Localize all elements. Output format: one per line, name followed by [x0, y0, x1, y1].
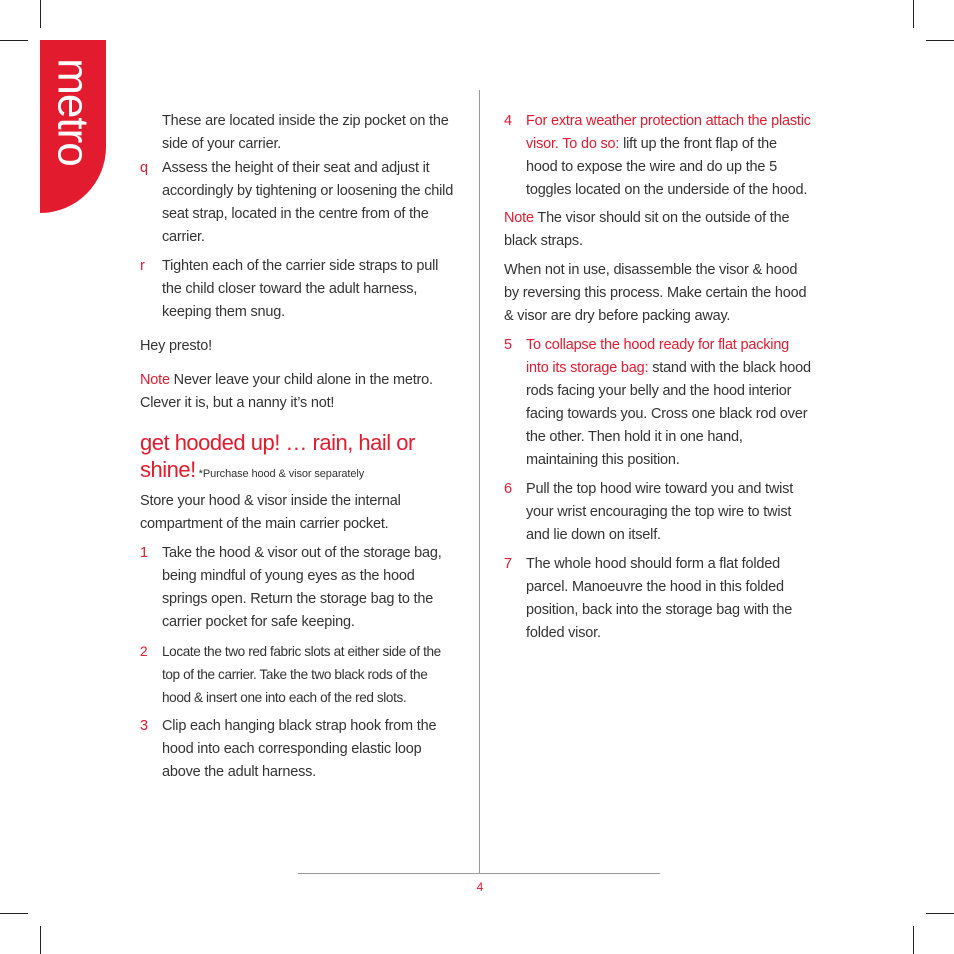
brand-text: metro — [49, 58, 99, 166]
crop-mark — [926, 40, 954, 41]
heading-text: get hooded up! … rain, hail or shine! — [140, 430, 415, 482]
side-tab-label — [47, 58, 99, 166]
left-column — [140, 110, 456, 784]
intro-continuation: These are located inside the zip pocket on the side of your carrier. — [162, 113, 449, 152]
step-item — [140, 542, 456, 634]
disassemble-paragraph: When not in use, disassemble the visor & hood by reversing this process. Make certain the hood & visor are dry before packing away. — [504, 262, 807, 324]
step-marker: 3 — [140, 718, 148, 734]
page-number: 4 — [476, 880, 484, 894]
crop-mark — [40, 926, 41, 954]
list-item-text: Assess the height of their seat and adjust it accordingly by tightening or loosening the child seat strap, located in the centre from of the carrier. — [162, 160, 454, 245]
list-marker: r — [140, 258, 145, 274]
crop-mark — [913, 926, 914, 954]
step-highlight: To collapse the hood ready for flat packing into its storage bag: — [526, 337, 790, 376]
hey-presto: Hey presto! — [140, 338, 212, 354]
note-text: The visor should sit on the outside of the black straps. — [504, 210, 790, 249]
step-text: stand with the black hood rods facing your belly and the hood interior facing towards you. Cross one black rod over the other. Then hold it in one hand, maintaining this position. — [526, 360, 811, 468]
crop-mark — [0, 913, 28, 914]
note-paragraph — [140, 369, 456, 415]
crop-mark — [926, 913, 954, 914]
section-heading — [140, 429, 456, 488]
step-text: Clip each hanging black strap hook from the hood into each corresponding elastic loop above the adult harness. — [162, 718, 437, 780]
note-label: Note — [140, 372, 170, 388]
note-text: Never leave your child alone in the metro. Clever it is, but a nanny it’s not! — [140, 372, 433, 411]
crop-mark — [40, 0, 41, 28]
column-divider — [479, 90, 480, 873]
heading-footnote: *Purchase hood & visor separately — [195, 468, 365, 480]
list-marker: q — [140, 160, 148, 176]
step-item — [504, 110, 812, 202]
step-text: Pull the top hood wire toward you and twist your wrist encouraging the top wire to twist and lie down on itself. — [526, 481, 794, 543]
step-text: lift up the front flap of the hood to expose the wire and do up the 5 toggles located on the underside of the hood. — [526, 136, 808, 198]
step-marker: 7 — [504, 556, 512, 572]
right-column — [504, 110, 812, 645]
step-marker: 2 — [140, 644, 148, 659]
step-marker: 4 — [504, 113, 512, 129]
footer-rule — [298, 873, 660, 874]
list-item — [140, 157, 456, 249]
step-item — [140, 715, 456, 784]
step-text: Locate the two red fabric slots at either side of the top of the carrier. Take the two black rods of the hood & insert one into each of the red slots. — [162, 644, 441, 705]
step-marker: 5 — [504, 337, 512, 353]
note-label: Note — [504, 210, 534, 226]
step-highlight: For extra weather protection attach the plastic visor. To do so: — [526, 113, 811, 152]
step-item — [504, 553, 812, 645]
note-paragraph — [504, 207, 812, 253]
step-text: Take the hood & visor out of the storage bag, being mindful of young eyes as the hood springs open. Return the storage bag to the carrier pocket for safe keeping. — [162, 545, 442, 630]
step-item — [504, 478, 812, 547]
step-item — [504, 334, 812, 472]
list-item — [140, 255, 456, 324]
step-marker: 1 — [140, 545, 148, 561]
crop-mark — [0, 40, 28, 41]
step-text: The whole hood should form a flat folded parcel. Manoeuvre the hood in this folded position, back into the storage bag with the folded visor. — [526, 556, 793, 641]
step-item — [140, 640, 456, 709]
step-marker: 6 — [504, 481, 512, 497]
list-item-text: Tighten each of the carrier side straps to pull the child closer toward the adult harness, keeping them snug. — [162, 258, 439, 320]
crop-mark — [913, 0, 914, 28]
store-paragraph: Store your hood & visor inside the internal compartment of the main carrier pocket. — [140, 493, 401, 532]
